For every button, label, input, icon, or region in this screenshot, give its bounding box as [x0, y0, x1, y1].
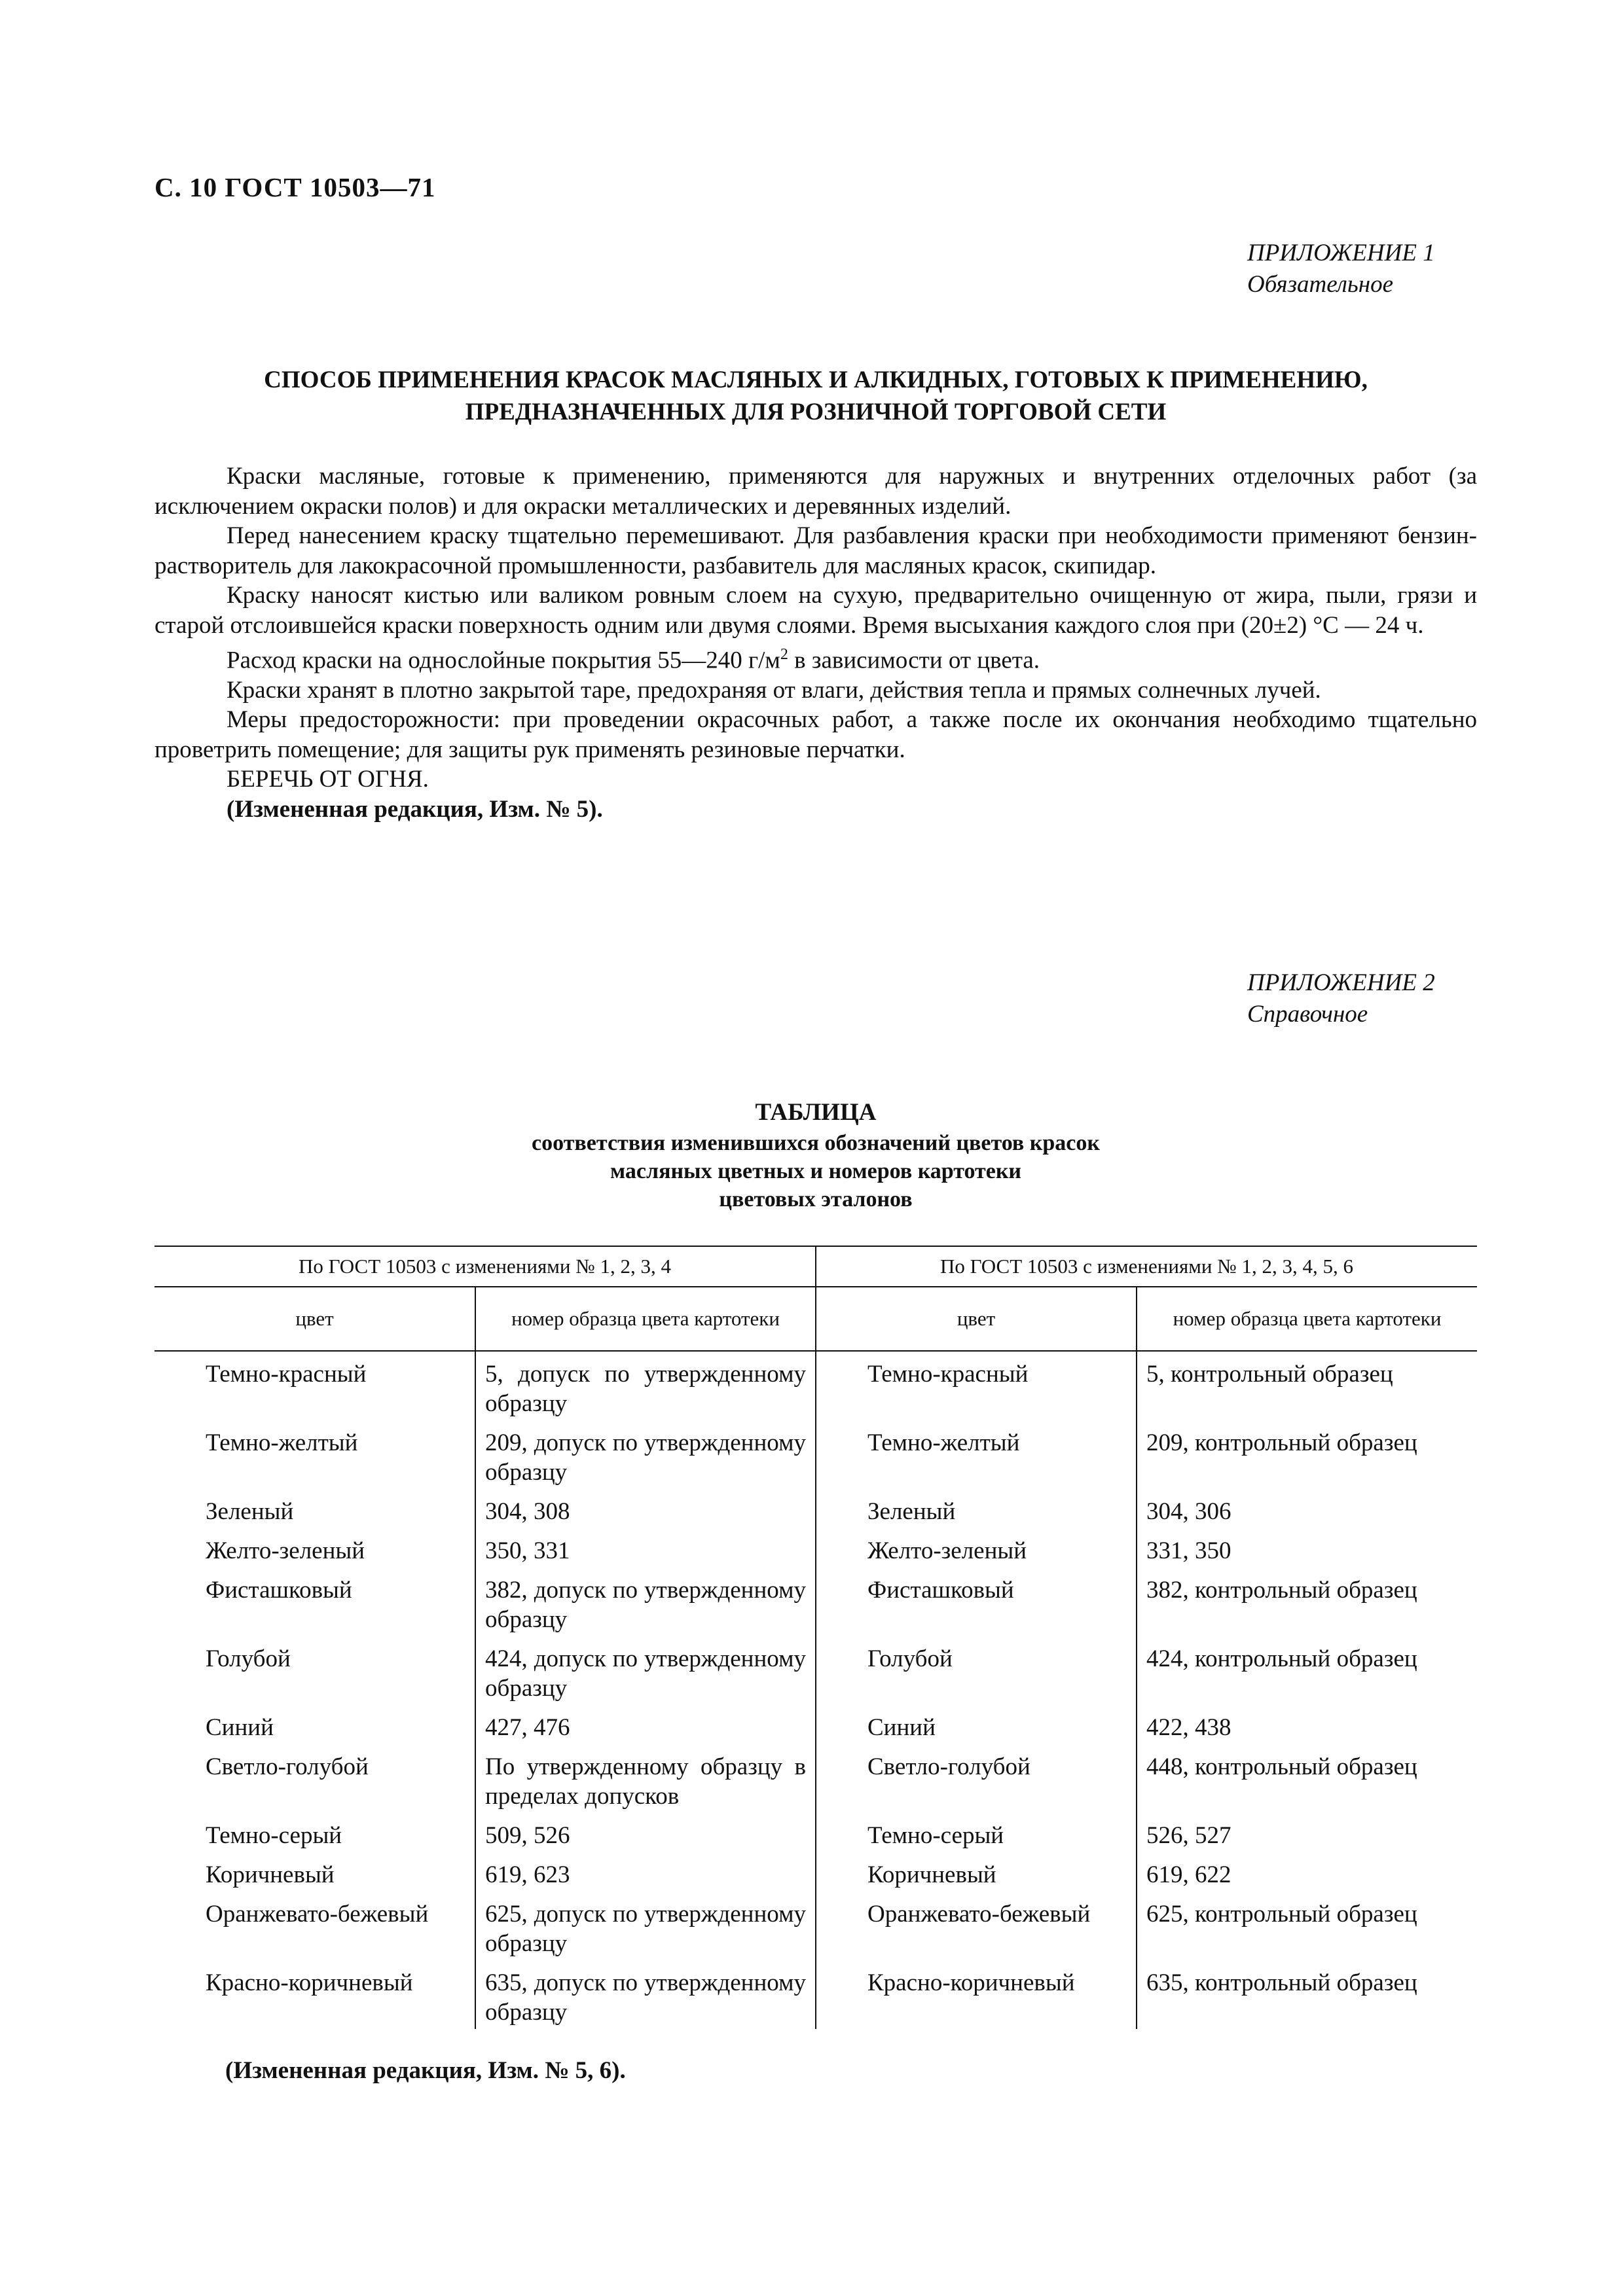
appendix1-label: ПРИЛОЖЕНИЕ 1 [1247, 240, 1435, 266]
color-name-old: Темно-красный [206, 1361, 367, 1388]
color-name-old: Голубой [206, 1645, 291, 1672]
table-title: ТАБЛИЦА [755, 1099, 877, 1126]
sample-number-old: 304, 308 [475, 1489, 816, 1528]
color-name-new: Темно-красный [816, 1351, 1137, 1420]
appendix2-label: ПРИЛОЖЕНИЕ 2 [1247, 969, 1435, 996]
sample-number-new: 422, 438 [1137, 1705, 1477, 1744]
table-row [155, 1960, 1477, 2029]
sample-number-old: 619, 623 [475, 1852, 816, 1892]
paragraph-usage: Краски масляные, готовые к применению, применяются для наружных и внутренних отделочных работ (за исключением окраски полов) и для окраски металлических и деревянных изделий. [155, 463, 1477, 520]
color-name-old: Темно-желтый [206, 1429, 358, 1456]
color-name-old: Синий [206, 1714, 274, 1741]
col-header-number-old: номер образца цвета картотеки [475, 1287, 816, 1351]
sample-number-new: 331, 350 [1137, 1528, 1477, 1568]
paragraph-precautions: Меры предосторожности: при проведении окрасочных работ, а также после их окончания необходимо тщательно проветрить помещение; для защиты рук применять резиновые перчатки. [155, 706, 1477, 763]
paragraph-consumption [155, 640, 1477, 675]
sample-number-old: 635, допуск по утвержденному образцу [475, 1960, 816, 2029]
sample-number-new: 209, контрольный образец [1137, 1420, 1477, 1489]
sample-number-new: 526, 527 [1137, 1813, 1477, 1852]
appendix2-heading [1247, 967, 1435, 1030]
col-header-number-new: номер образца цвета картотеки [1137, 1287, 1477, 1351]
color-name-new: Голубой [816, 1636, 1137, 1705]
table-row [155, 1705, 1477, 1744]
table-subtitle-3: цветовых эталонов [719, 1187, 913, 1211]
sample-number-new: 424, контрольный образец [1137, 1636, 1477, 1705]
color-name-new: Фисташковый [816, 1568, 1137, 1636]
sample-number-new: 448, контрольный образец [1137, 1744, 1477, 1813]
table-row [155, 1420, 1477, 1489]
col-header-color-old: цвет [155, 1287, 475, 1351]
appendix1-title-line1: СПОСОБ ПРИМЕНЕНИЯ КРАСОК МАСЛЯНЫХ И АЛКИДНЫХ, ГОТОВЫХ К ПРИМЕНЕНИЮ, [264, 367, 1368, 393]
sample-number-old: 350, 331 [475, 1528, 816, 1568]
page-header: С. 10 ГОСТ 10503—71 [155, 172, 436, 202]
color-name-new: Красно-коричневый [816, 1960, 1137, 2029]
paragraph-storage: Краски хранят в плотно закрытой таре, предохраняя от влаги, действия тепла и прямых солнечных лучей. [227, 676, 1321, 704]
table-row [155, 1351, 1477, 1420]
sample-number-new: 635, контрольный образец [1137, 1960, 1477, 2029]
appendix1-status: Обязательное [1247, 271, 1394, 298]
color-name-old: Зеленый [206, 1498, 294, 1525]
table-row [155, 1892, 1477, 1960]
paragraph-application: Краску наносят кистью или валиком ровным слоем на сухую, предварительно очищенную от жира, пыли, грязи и старой отслоившейся краски поверхность одним или двумя слоями. Время высыхания каждого слоя при (20±2) °С — 24 ч. [155, 582, 1477, 639]
color-name-new: Желто-зеленый [816, 1528, 1137, 1568]
sample-number-new: 625, контрольный образец [1137, 1892, 1477, 1960]
paragraph-fire-warning: БЕРЕЧЬ ОТ ОГНЯ. [227, 766, 429, 793]
color-name-old: Коричневый [206, 1861, 335, 1888]
appendix1-revision-note: (Измененная редакция, Изм. № 5). [227, 795, 603, 823]
color-name-new: Темно-серый [816, 1813, 1137, 1852]
consumption-text-end: в зависимости от цвета. [788, 647, 1040, 674]
sample-number-new: 5, контрольный образец [1137, 1351, 1477, 1420]
appendix2-revision-note: (Измененная редакция, Изм. № 5, 6). [225, 2057, 626, 2084]
color-name-new: Оранжевато-бежевый [816, 1892, 1137, 1960]
table-row [155, 1528, 1477, 1568]
color-name-old: Желто-зеленый [206, 1537, 365, 1564]
table-title-block [155, 1096, 1477, 1213]
table-row [155, 1813, 1477, 1852]
color-name-old: Красно-коричневый [206, 1969, 413, 1996]
table-row [155, 1489, 1477, 1528]
sample-number-new: 304, 306 [1137, 1489, 1477, 1528]
color-correspondence-table [155, 1246, 1477, 2029]
table-body [155, 1351, 1477, 2029]
consumption-sup: 2 [780, 646, 788, 663]
sample-number-new: 619, 622 [1137, 1852, 1477, 1892]
col-header-color-new: цвет [816, 1287, 1137, 1351]
appendix1-heading [1247, 238, 1435, 300]
color-name-old: Светло-голубой [206, 1753, 369, 1780]
sample-number-old: 382, допуск по утвержденному образцу [475, 1568, 816, 1636]
sample-number-old: 427, 476 [475, 1705, 816, 1744]
group-header-old: По ГОСТ 10503 с изменениями № 1, 2, 3, 4 [155, 1246, 816, 1287]
sample-number-old: 209, допуск по утвержденному образцу [475, 1420, 816, 1489]
table-row [155, 1744, 1477, 1813]
appendix1-title [155, 364, 1477, 428]
color-name-new: Синий [816, 1705, 1137, 1744]
color-name-new: Зеленый [816, 1489, 1137, 1528]
color-name-old: Фисташковый [206, 1577, 352, 1604]
sample-number-old: 509, 526 [475, 1813, 816, 1852]
table-row [155, 1568, 1477, 1636]
sample-number-old: 625, допуск по утвержденному образцу [475, 1892, 816, 1960]
color-name-old: Оранжевато-бежевый [206, 1901, 429, 1928]
table-row [155, 1852, 1477, 1892]
appendix1-body [155, 461, 1477, 824]
color-name-new: Темно-желтый [816, 1420, 1137, 1489]
paragraph-thinning: Перед нанесением краску тщательно перемешивают. Для разбавления краски при необходимости применяют бензин-растворитель для лакокрасочной промышленности, разбавитель для масляных красок, скипидар. [155, 522, 1477, 579]
appendix2-status: Справочное [1247, 1001, 1368, 1028]
appendix1-title-line2: ПРЕДНАЗНАЧЕННЫХ ДЛЯ РОЗНИЧНОЙ ТОРГОВОЙ СЕТИ [465, 399, 1167, 425]
color-name-old: Темно-серый [206, 1822, 342, 1849]
sample-number-old: 5, допуск по утвержденному образцу [475, 1351, 816, 1420]
table-row [155, 1636, 1477, 1705]
sample-number-old: По утвержденному образцу в пределах допусков [475, 1744, 816, 1813]
table-subtitle-1: соответствия изменившихся обозначений цветов красок [532, 1131, 1100, 1155]
sample-number-new: 382, контрольный образец [1137, 1568, 1477, 1636]
consumption-text: Расход краски на однослойные покрытия 55—240 г/м [227, 647, 780, 674]
sample-number-old: 424, допуск по утвержденному образцу [475, 1636, 816, 1705]
color-name-new: Светло-голубой [816, 1744, 1137, 1813]
color-name-new: Коричневый [816, 1852, 1137, 1892]
group-header-new: По ГОСТ 10503 с изменениями № 1, 2, 3, 4, 5, 6 [816, 1246, 1477, 1287]
table-subtitle-2: масляных цветных и номеров картотеки [610, 1159, 1022, 1183]
